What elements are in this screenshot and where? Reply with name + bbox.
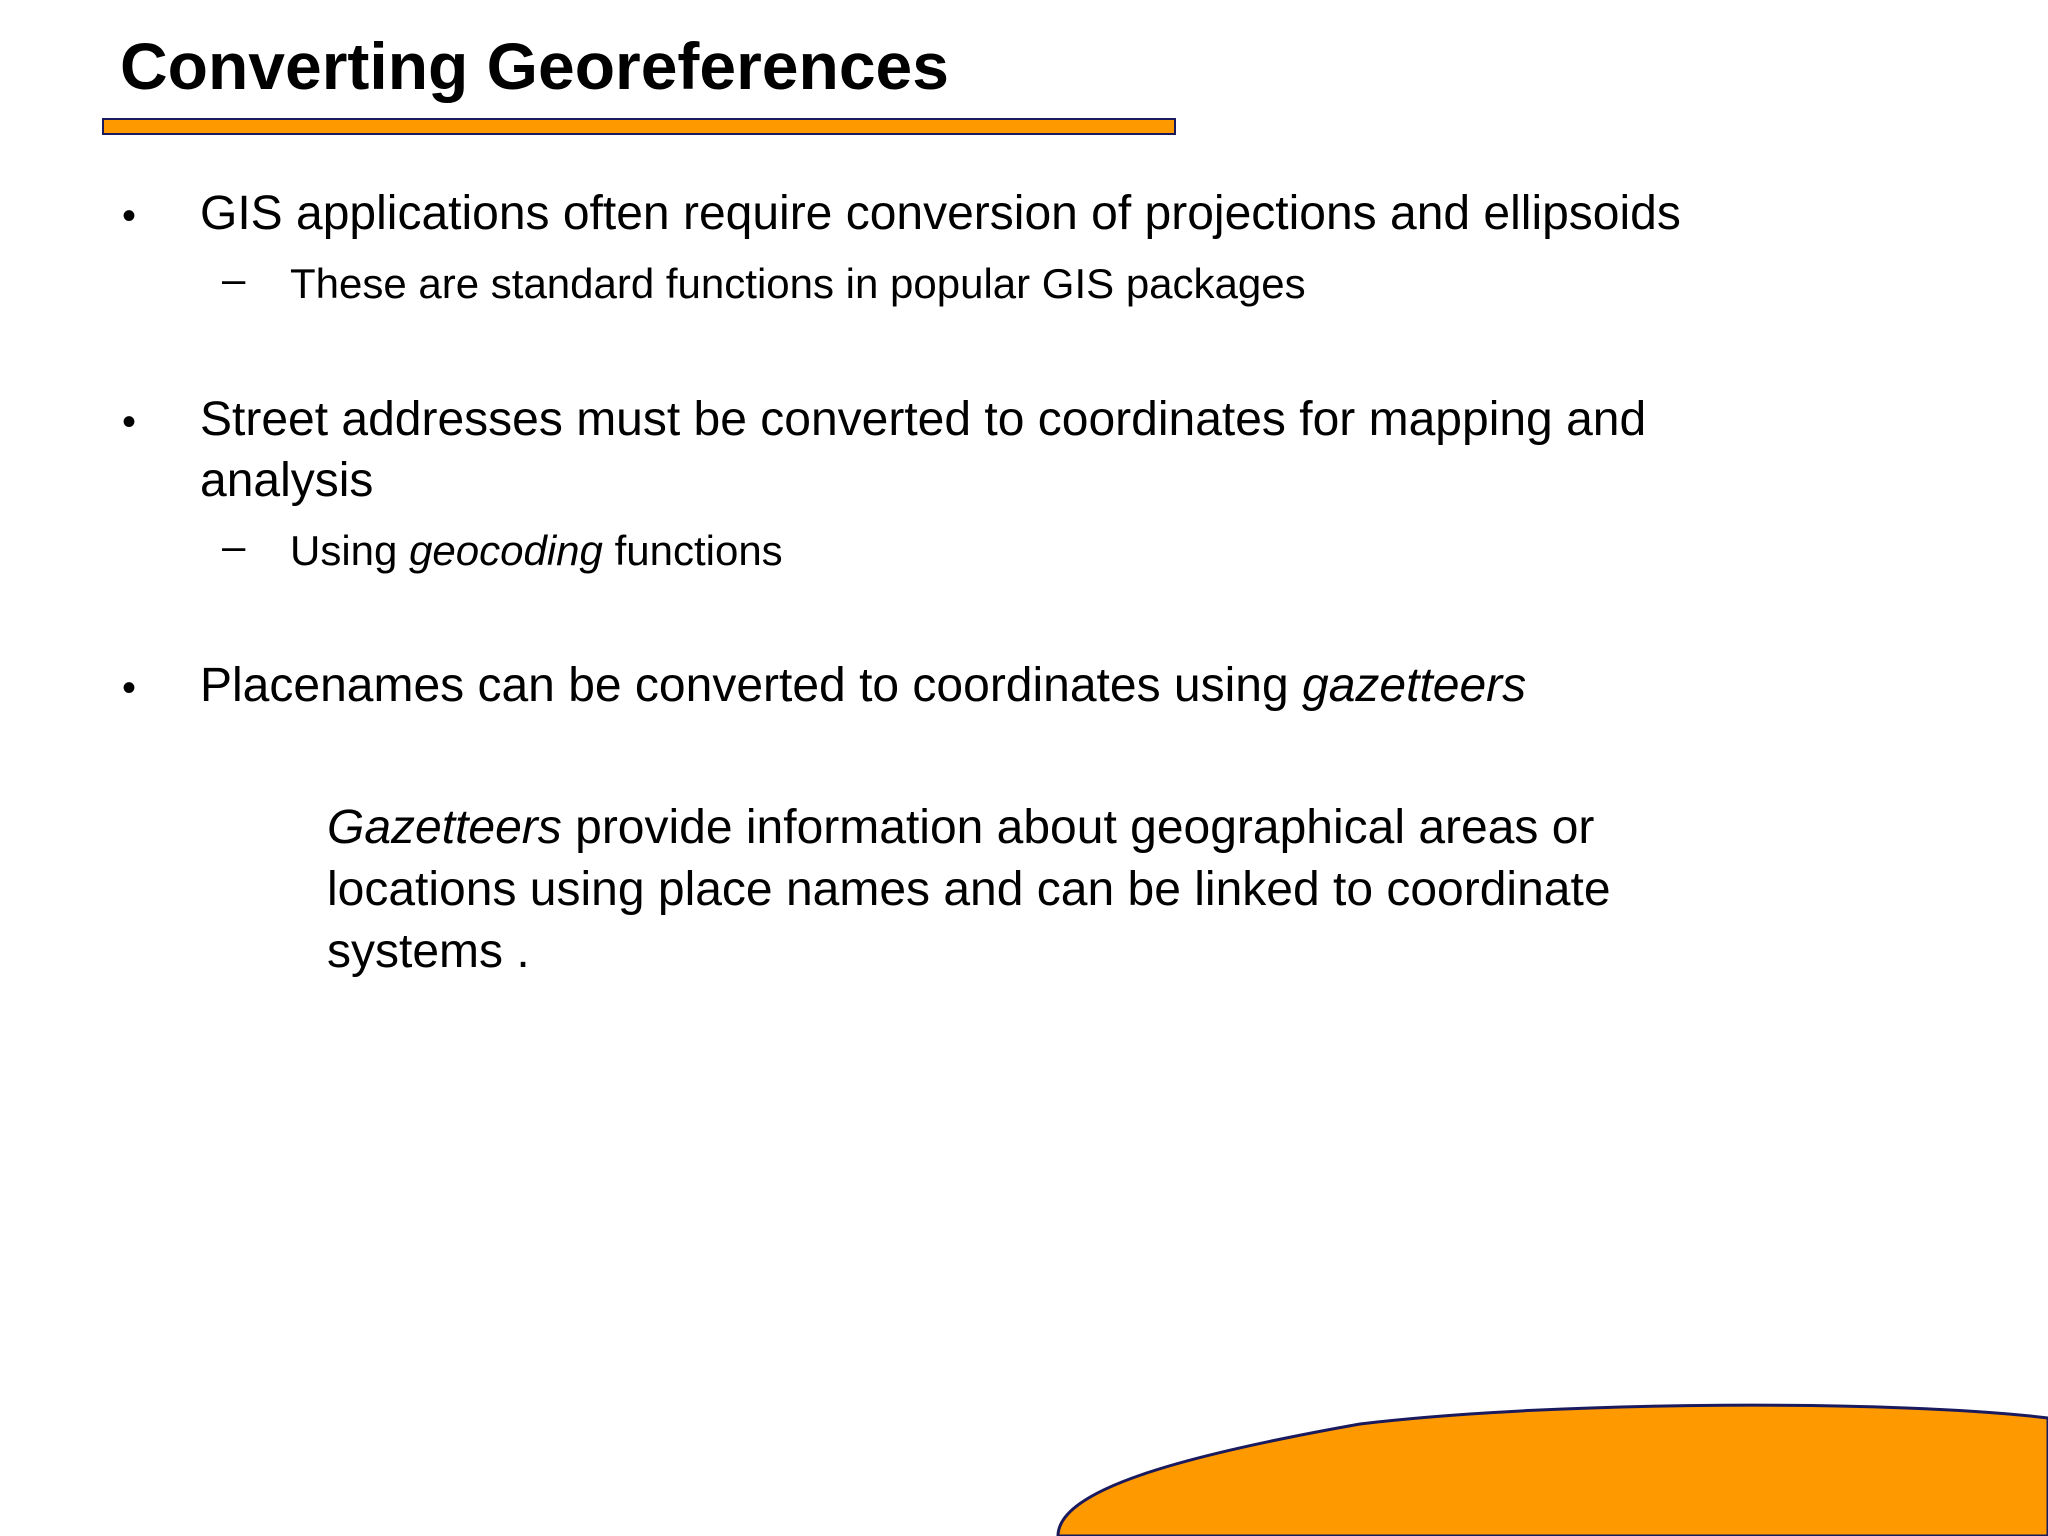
sub-bullet-marker: –	[222, 522, 246, 569]
slide-title: Converting Georeferences	[120, 29, 949, 103]
ellipse-shape	[1058, 1405, 2048, 1536]
bullet-marker: •	[122, 400, 137, 444]
sub-text-emphasis: geocoding	[409, 527, 603, 574]
bullet-text-prefix: Placenames can be converted to coordinates using	[200, 659, 1303, 712]
note-emphasis: Gazetteers	[327, 801, 562, 854]
note-text: provide information about geographical areas or locations using place names and can be linked to coordinate systems .	[327, 801, 1611, 978]
bullet-text: Street addresses must be converted to coordinates for mapping and analysis	[200, 393, 1647, 507]
sub-text-suffix: functions	[602, 527, 783, 574]
bullet-marker: •	[122, 194, 137, 238]
sub-text-prefix: Using	[290, 527, 410, 574]
bullet-text-emphasis: gazetteers	[1302, 659, 1527, 712]
bullet-marker: •	[122, 666, 137, 710]
sub-bullet-text: These are standard functions in popular GIS packages	[290, 260, 1306, 307]
bullet-text: GIS applications often require conversion of projections and ellipsoids	[200, 187, 1681, 240]
sub-bullet-marker: –	[222, 255, 246, 302]
